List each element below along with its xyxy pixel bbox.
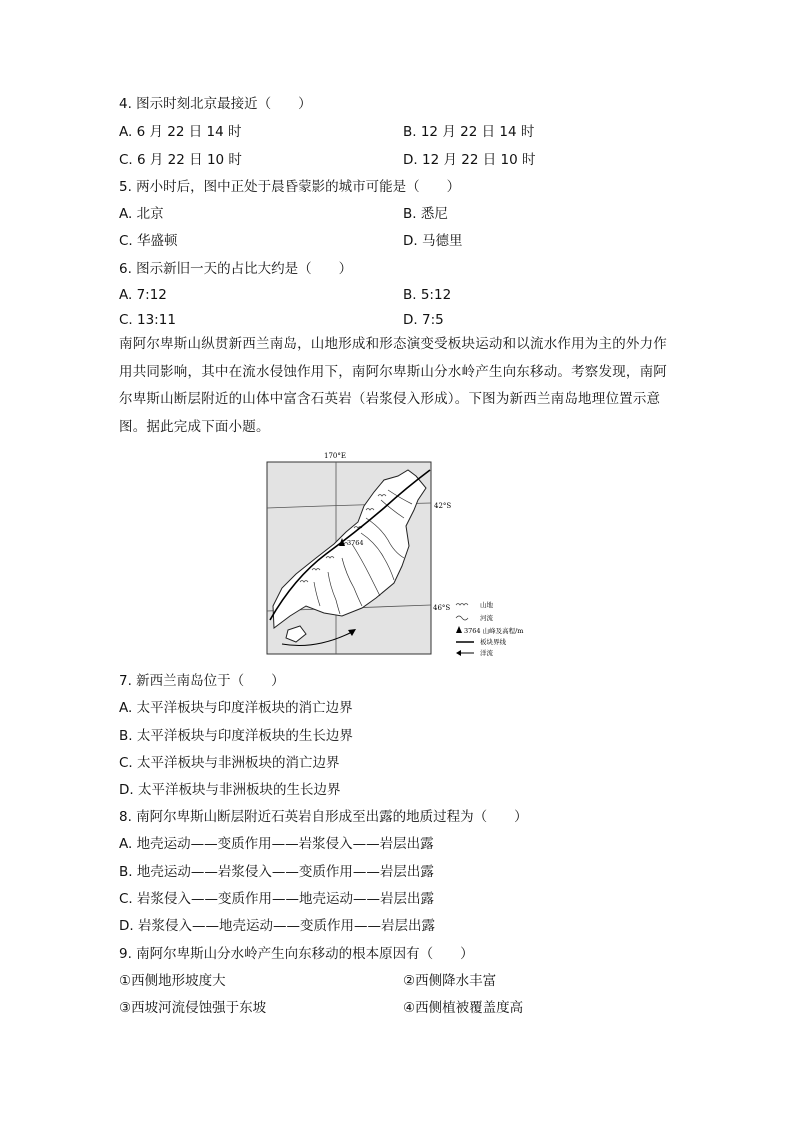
question-4-option-b: B. 12 月 22 日 14 时 <box>403 124 535 140</box>
question-8-option-d: D. 岩浆侵入——地壳运动——变质作用——岩层出露 <box>119 918 435 934</box>
question-6-option-a: A. 7:12 <box>119 287 167 303</box>
legend-river-label: 河流 <box>480 614 493 622</box>
question-7-option-d: D. 太平洋板块与非洲板块的生长边界 <box>119 782 341 798</box>
question-9-option-1: ①西侧地形坡度大 <box>119 973 226 989</box>
question-9-option-3: ③西坡河流侵蚀强于东坡 <box>119 1000 267 1016</box>
legend-boundary-label: 板块界线 <box>480 638 506 646</box>
legend-river-icon <box>456 616 468 620</box>
legend-current-label: 洋流 <box>480 649 493 657</box>
question-6-option-c: C. 13:11 <box>119 312 176 328</box>
legend-current-arrowhead <box>456 650 461 656</box>
legend-mountain-label: 山地 <box>480 601 493 609</box>
latitude-46-label: 46°S <box>433 604 451 612</box>
question-9-stem: 9. 南阿尔卑斯山分水岭产生向东移动的根本原因有（ ） <box>119 946 474 962</box>
peak-label: 3764 <box>347 539 364 547</box>
question-4-option-d: D. 12 月 22 日 10 时 <box>403 152 536 168</box>
question-7-option-c: C. 太平洋板块与非洲板块的消亡边界 <box>119 755 340 771</box>
question-7-stem: 7. 新西兰南岛位于（ ） <box>119 673 285 689</box>
question-8-option-b: B. 地壳运动——岩浆侵入——变质作用——岩层出露 <box>119 864 434 880</box>
south-island-map <box>266 448 530 658</box>
question-5-stem: 5. 两小时后，图中正处于晨昏蒙影的城市可能是（ ） <box>119 179 461 195</box>
question-6-option-b: B. 5:12 <box>403 287 452 303</box>
question-4-option-a: A. 6 月 22 日 14 时 <box>119 124 242 140</box>
longitude-label: 170°E <box>324 452 346 460</box>
legend-peak-label: 3764 山峰及高程/m <box>464 627 524 635</box>
question-4-option-c: C. 6 月 22 日 10 时 <box>119 152 242 168</box>
question-8-stem: 8. 南阿尔卑斯山断层附近石英岩自形成至出露的地质过程为（ ） <box>119 809 528 825</box>
question-5-option-c: C. 华盛顿 <box>119 233 178 249</box>
question-5-option-a: A. 北京 <box>119 206 164 222</box>
question-9-option-4: ④西侧植被覆盖度高 <box>403 1000 524 1016</box>
latitude-42-label: 42°S <box>434 502 452 510</box>
question-5-option-d: D. 马德里 <box>403 233 463 249</box>
question-6-option-d: D. 7:5 <box>403 312 444 328</box>
legend-peak-icon <box>456 626 462 633</box>
question-9-option-2: ②西侧降水丰富 <box>403 973 497 989</box>
question-8-option-c: C. 岩浆侵入——变质作用——地壳运动——岩层出露 <box>119 891 435 907</box>
question-5-option-b: B. 悉尼 <box>403 206 448 222</box>
question-7-option-b: B. 太平洋板块与印度洋板块的生长边界 <box>119 728 353 744</box>
question-4-stem: 4. 图示时刻北京最接近（ ） <box>119 96 312 112</box>
map-legend <box>456 600 523 657</box>
question-6-stem: 6. 图示新旧一天的占比大约是（ ） <box>119 261 353 277</box>
question-7-option-a: A. 太平洋板块与印度洋板块的消亡边界 <box>119 700 353 716</box>
question-8-option-a: A. 地壳运动——变质作用——岩浆侵入——岩层出露 <box>119 836 434 852</box>
map-svg <box>266 448 530 658</box>
legend-mountain-icon <box>456 604 468 606</box>
reading-passage: 南阿尔卑斯山纵贯新西兰南岛，山地形成和形态演变受板块运动和以流水作用为主的外力作用共同影响，其中在流水侵蚀作用下，南阿尔卑斯山分水岭产生向东移动。考察发现，南阿尔卑斯山断层附近的山体中富含石英岩（岩浆侵入形成）。下图为新西兰南岛地理位置示意图。据此完成下面小题。 <box>119 336 667 435</box>
